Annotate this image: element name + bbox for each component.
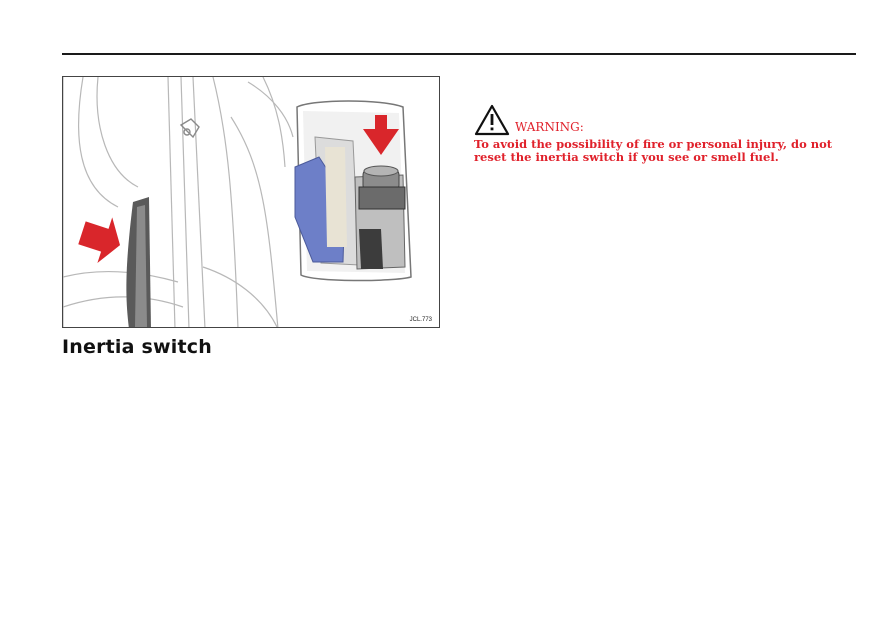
illustration-drawing [63,77,440,328]
inset-panel [295,101,411,281]
header-rule [62,53,856,55]
inertia-switch-illustration [62,76,440,328]
warning-title: WARNING: [515,120,584,134]
warning-triangle-icon [474,104,510,136]
warning-header [474,104,854,136]
pointer-arrow-left [75,210,128,268]
figure-code: JCL.773 [409,317,432,323]
warning-block [474,104,854,164]
figure-caption: Inertia switch [62,336,212,358]
warning-text: To avoid the possibility of fire or personal injury, do not reset the inertia switch if you see or smell fuel. [474,137,833,164]
